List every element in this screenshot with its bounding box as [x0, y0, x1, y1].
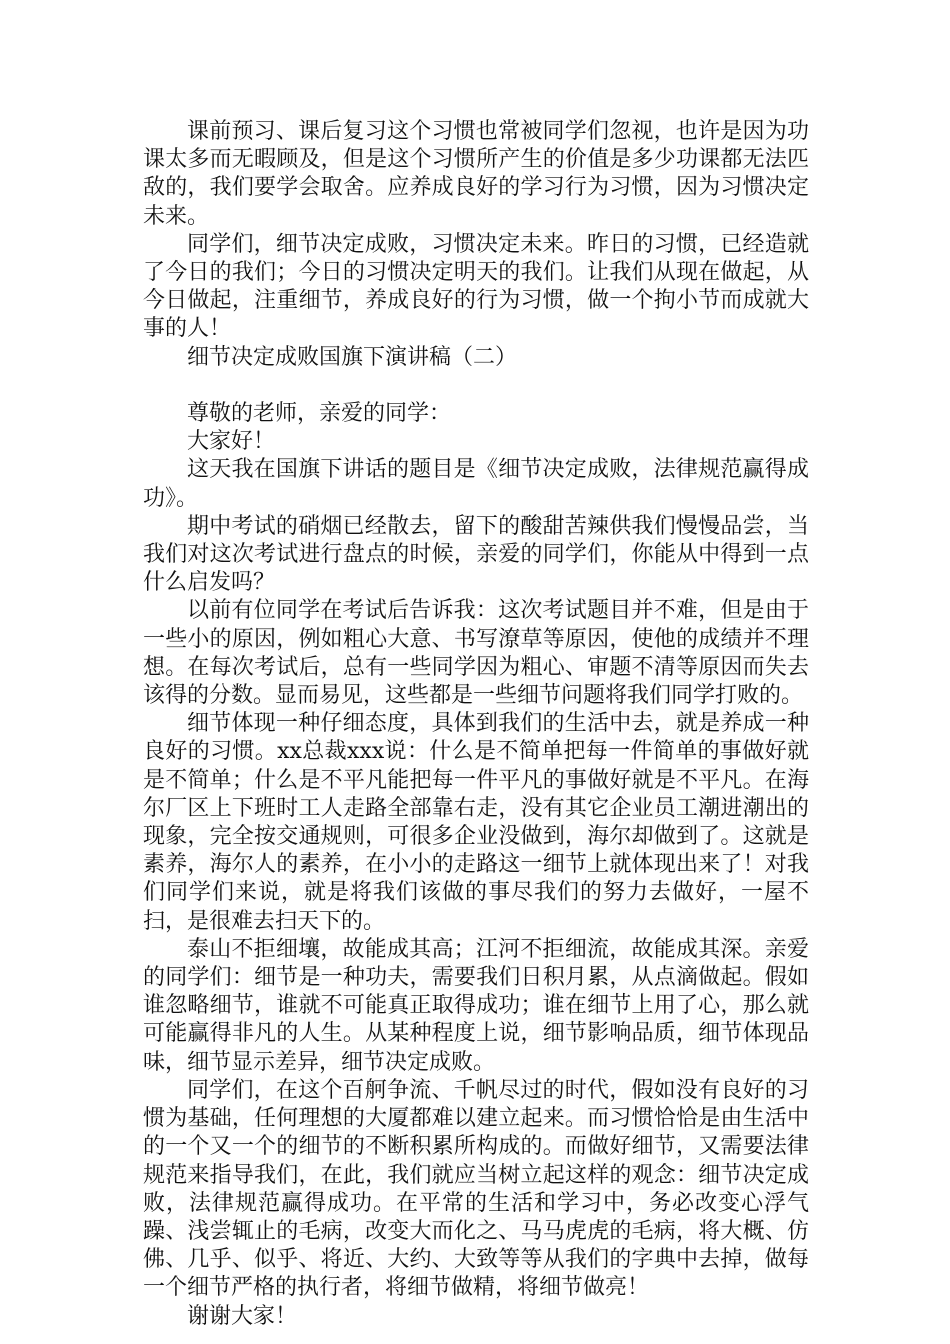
paragraph: 课前预习、课后复习这个习惯也常被同学们忽视，也许是因为功课太多而无暇顾及，但是这个习惯所产生的价值是多少功课都无法匹敌的，我们要学会取舍。应养成良好的学习行为习惯，因为习惯决定未来。 — [143, 119, 809, 229]
paragraph: 这天我在国旗下讲话的题目是《细节决定成败，法律规范赢得成功》。 — [143, 457, 809, 511]
closing: 谢谢大家！ — [187, 1303, 298, 1329]
paragraph: 同学们，细节决定成败，习惯决定未来。昨日的习惯，已经造就了今日的我们；今日的习惯决定明天的我们。让我们从现在做起，从今日做起，注重细节，养成良好的行为习惯，做一个拘小节而成就大事的人！ — [143, 231, 809, 342]
document-page — [143, 118, 809, 1331]
paragraph: 细节体现一种仔细态度，具体到我们的生活中去，就是养成一种良好的习惯。xx总裁xxx说：什么是不简单把每一件简单的事做好就是不简单；什么是不平凡能把每一件平凡的事做好就是不平凡。在海尔厂区上下班时工人走路全部靠右走，没有其它企业员工潮进潮出的现象，完全按交通规则，可很多企业没做到，海尔却做到了。这就是素养，海尔人的素养，在小小的走路这一细节上就体现出来了！对我们同学们来说，就是将我们该做的事尽我们的努力去做好，一屋不扫，是很难去扫天下的。 — [143, 711, 809, 934]
paragraph: 泰山不拒细壤，故能成其高；江河不拒细流，故能成其深。亲爱的同学们：细节是一种功夫，需要我们日积月累，从点滴做起。假如谁忽略细节，谁就不可能真正取得成功；谁在细节上用了心，那么就可能赢得非凡的人生。从某种程度上说，细节影响品质，细节体现品味，细节显示差异，细节决定成败。 — [143, 936, 809, 1075]
paragraph: 期中考试的硝烟已经散去，留下的酸甜苦辣供我们慢慢品尝，当我们对这次考试进行盘点的时候，亲爱的同学们，你能从中得到一点什么启发吗？ — [143, 513, 809, 596]
greeting: 大家好！ — [187, 429, 276, 455]
paragraph: 以前有位同学在考试后告诉我：这次考试题目并不难，但是由于一些小的原因，例如粗心大意、书写潦草等原因，使他的成绩并不理想。在每次考试后，总有一些同学因为粗心、审题不清等原因而失去该得的分数。显而易见，这些都是一些细节问题将我们同学打败的。 — [143, 598, 809, 709]
blank-line — [143, 372, 809, 400]
section-title: 细节决定成败国旗下演讲稿（二） — [187, 344, 518, 370]
salutation: 尊敬的老师，亲爱的同学： — [187, 401, 452, 427]
paragraph: 同学们，在这个百舸争流、千帆尽过的时代，假如没有良好的习惯为基础，任何理想的大厦都难以建立起来。而习惯恰恰是由生活中的一个又一个的细节的不断积累所构成的。而做好细节，又需要法律规范来指导我们，在此，我们就应当树立起这样的观念：细节决定成败，法律规范赢得成功。在平常的生活和学习中，务必改变心浮气躁、浅尝辄止的毛病，改变大而化之、马马虎虎的毛病，将大概、仿佛、几乎、似乎、将近、大约、大致等等从我们的字典中去掉，做每一个细节严格的执行者，将细节做精，将细节做亮！ — [143, 1077, 809, 1301]
